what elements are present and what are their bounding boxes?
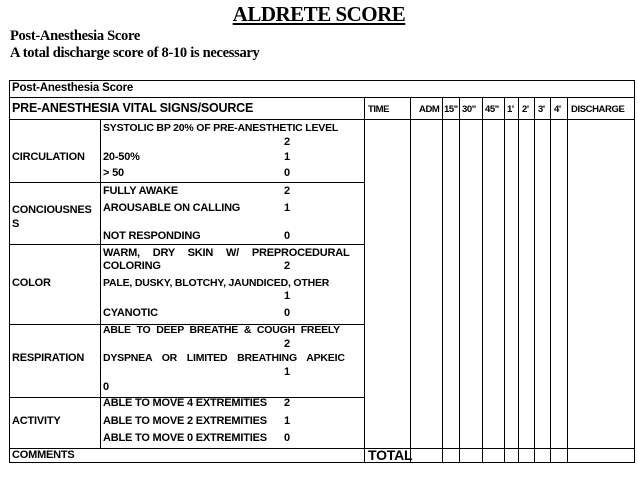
criterion-score: 0 (284, 307, 291, 319)
column-divider (504, 97, 505, 463)
column-divider (567, 97, 568, 463)
table-caption: Post-Anesthesia Score (12, 82, 134, 94)
column-divider (410, 97, 411, 463)
criterion-text: ABLE TO MOVE 2 EXTREMITIES (103, 415, 267, 427)
column-divider (482, 97, 483, 463)
criterion-text: NOT RESPONDING (103, 230, 201, 242)
column-divider (364, 97, 365, 463)
column-divider (459, 97, 460, 463)
criterion-text: DYSPNEA OR LIMITED BREATHING APKEIC (103, 352, 345, 364)
column-divider (550, 97, 551, 463)
row-divider (10, 97, 634, 98)
criterion-score: 1 (284, 290, 291, 302)
criterion-score: 0 (284, 230, 291, 242)
column-divider (100, 119, 101, 448)
criterion-text: AROUSABLE ON CALLING (103, 202, 241, 214)
column-divider (534, 97, 535, 463)
column-header-30: 30" (462, 104, 476, 115)
row-divider (10, 182, 364, 183)
criterion-text: ABLE TO MOVE 4 EXTREMITIES (103, 397, 267, 409)
comments-label: COMMENTS (12, 449, 75, 461)
criterion-text: SYSTOLIC BP 20% OF PRE-ANESTHETIC LEVEL (103, 122, 339, 134)
column-divider (442, 97, 443, 463)
row-divider (10, 448, 634, 449)
category-circulation: CIRCULATION (12, 151, 85, 163)
category-activity: ACTIVITY (12, 415, 61, 427)
category-consciousness-wrap: S (12, 218, 20, 230)
category-consciousness: CONCIOUSNES (12, 204, 92, 216)
column-header-4: 4' (554, 104, 561, 115)
subtitle-discharge-note: A total discharge score of 8-10 is necessary (10, 45, 260, 61)
criterion-score: 0 (284, 432, 291, 444)
criterion-score: 0 (284, 167, 291, 179)
aldrete-table (9, 80, 635, 463)
criterion-score: 1 (284, 366, 291, 378)
total-label: TOTAL (368, 447, 413, 463)
criterion-text: ABLE TO MOVE 0 EXTREMITIES (103, 432, 267, 444)
criterion-text: FULLY AWAKE (103, 185, 179, 197)
vital-signs-header: PRE-ANESTHESIA VITAL SIGNS/SOURCE (12, 101, 254, 115)
column-header-45: 45" (485, 104, 499, 115)
criterion-score: 1 (284, 415, 291, 427)
row-divider (10, 244, 364, 245)
subtitle-score: Post-Anesthesia Score (10, 28, 140, 44)
criterion-score: 2 (284, 185, 291, 197)
criterion-text: ABLE TO DEEP BREATHE & COUGH FREELY (103, 324, 340, 336)
criterion-text: WARM, DRY SKIN W/ PREPROCEDURAL (103, 247, 350, 259)
column-header-15: 15" (444, 104, 458, 115)
criterion-text: > 50 (103, 167, 124, 179)
criterion-score: 2 (284, 397, 291, 409)
criterion-text: COLORING (103, 260, 161, 272)
category-color: COLOR (12, 277, 51, 289)
column-header-3: 3' (538, 104, 545, 115)
column-header-1: 1' (507, 104, 514, 115)
column-divider (518, 97, 519, 463)
criterion-score: 1 (284, 202, 291, 214)
column-header-adm: ADM (419, 104, 440, 115)
criterion-score: 2 (284, 338, 291, 350)
criterion-score: 2 (284, 260, 291, 272)
category-respiration: RESPIRATION (12, 352, 85, 364)
criterion-text: PALE, DUSKY, BLOTCHY, JAUNDICED, OTHER (103, 277, 330, 289)
criterion-score: 0 (103, 381, 110, 393)
column-header-time: TIME (368, 104, 390, 115)
page-title: ALDRETE SCORE (232, 2, 406, 26)
column-header-discharge: DISCHARGE (571, 104, 625, 115)
criterion-score: 2 (284, 136, 291, 148)
criterion-text: CYANOTIC (103, 307, 158, 319)
criterion-score: 1 (284, 151, 291, 163)
criterion-text: 20-50% (103, 151, 140, 163)
row-divider (10, 119, 634, 120)
column-header-2: 2' (522, 104, 529, 115)
